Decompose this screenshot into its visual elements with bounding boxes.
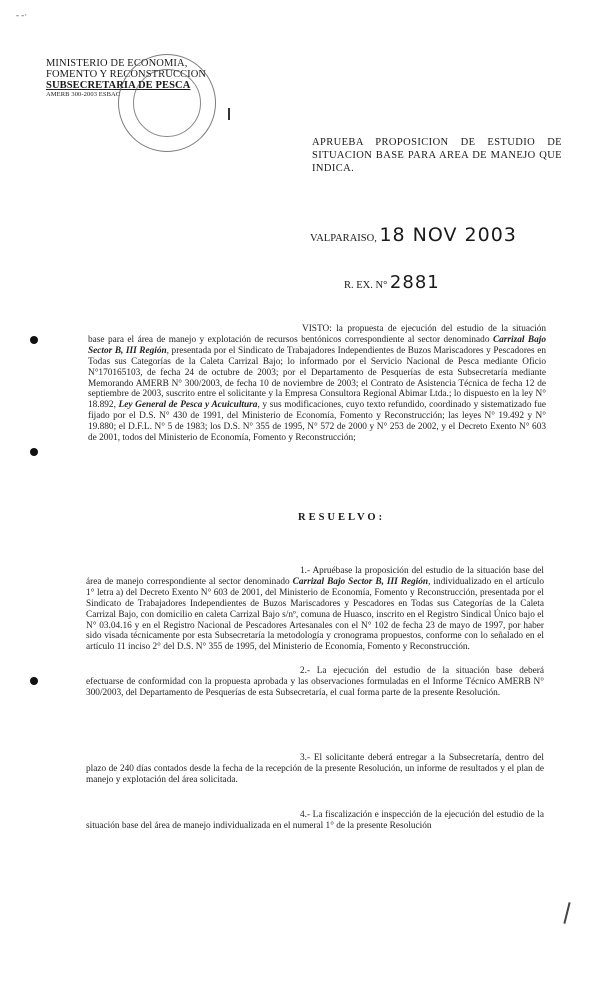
official-seal-stamp	[118, 54, 216, 152]
pen-tick-mark	[228, 108, 230, 120]
resuelvo-heading: RESUELVO:	[298, 512, 386, 523]
article-3: 3.- El solicitante deberá entregar a la Subsecretaría, dentro del plazo de 240 días contados desde la fecha de la recepción de la presente Resolución, un informe de resultados y el plan de manejo y explotación del área solicitada.	[86, 753, 544, 785]
reference-number: 2881	[389, 272, 440, 293]
article-1-text: , individualizado en el artículo 1° letra a) del Decreto Exento N° 603 de 2001, del Ministerio de Economía, Fomento y Reconstrucción, presentada por el Sindicato de Trabajadores Independientes de Buzos Mariscadores y Pescadores en Todas sus Categorías de la Caleta Carrizal Bajo, con domicilio en caleta Carrizal Bajo s/nº, comuna de Huasco, inscrito en el Registro Sindical Único bajo el N° 03.04.16 y en el Registro Nacional de Pescadores Artesanales con el N° 102 de fecha 23 de mayo de 1997, por haber sido visada técnicamente por esta Subsecretaría la metodología y cronograma propuestos, conforme con lo señalado en el artículo 11 inciso 2° del D.S. N° 355 de 1995, del Ministerio de Economía, Fomento y Reconstrucción.	[86, 576, 544, 653]
header-line-4: AMERB 300-2003 ESBAC	[46, 91, 121, 98]
article-1	[86, 566, 544, 653]
punch-hole-mark	[30, 448, 38, 456]
article-1-sector: Carrizal Bajo Sector B, III Región	[292, 576, 429, 587]
resolution-title: APRUEBA PROPOSICION DE ESTUDIO DE SITUACION BASE PARA AREA DE MANEJO QUE INDICA.	[312, 137, 562, 174]
header-line-3: SUBSECRETARIA DE PESCA	[46, 80, 191, 91]
punch-hole-mark	[30, 677, 38, 685]
visto-paragraph	[88, 324, 546, 444]
visto-sector: Carrizal Bajo Sector B, III Región	[88, 334, 546, 356]
visto-text: , presentada por el Sindicato de Trabajadores Independientes de Buzos Mariscadores y Pescadores en Todas sus Categorías de la Caleta Carrizal Bajo; lo informado por el Servicio Nacional de Pesca mediante Oficio N°170165103, de fecha 24 de octubre de 2003; por el Departamento de Pesquerías de esta Subsecretaría mediante Memorando AMERB N° 300/2003, de fecha 10 de noviembre de 2003; el Contrato de Asistencia Técnica de fecha 12 de septiembre de 2003, suscrito entre el solicitante y la Empresa Consultora Regional Abimar Ltda.; lo dispuesto en la ley N° 18.892,	[88, 345, 546, 411]
pen-slash-mark	[563, 902, 570, 924]
reference-label: R. EX. N°	[344, 280, 388, 291]
corner-marks: - -·	[16, 10, 28, 20]
punch-hole-mark	[30, 336, 38, 344]
date-line	[310, 224, 517, 246]
date-place: VALPARAISO,	[310, 233, 377, 244]
visto-law: Ley General de Pesca y Acuicultura	[118, 400, 258, 411]
article-1-text: 1.- Apruébase la proposición del estudio de la situación base del área de manejo correspondiente al sector denominado	[86, 566, 544, 587]
visto-text: , y sus modificaciones, cuyo texto refundido, coordinado y sistematizado fue fijado por el D.S. N° 430 de 1991, del Ministerio de Economía, Fomento y Reconstrucción; las leyes N° 19.492 y N° 19.880; el D.F.L. N° 5 de 1983; los D.S. N° 355 de 1995, N° 572 de 2000 y N° 253 de 2002, y el Decreto Exento N° 603 de 2001, todos del Ministerio de Economía, Fomento y Reconstrucción;	[88, 400, 546, 444]
article-2: 2.- La ejecución del estudio de la situación base deberá efectuarse de conformidad con la propuesta aprobada y las observaciones formuladas en el Informe Técnico AMERB N° 300/2003, del Departamento de Pesquerías de esta Subsecretaría, el cual forma parte de la presente Resolución.	[86, 666, 544, 698]
header-line-2: FOMENTO Y RECONSTRUCCION	[46, 69, 207, 80]
article-4: 4.- La fiscalización e inspección de la ejecución del estudio de la situación base del área de manejo individualizada en el numeral 1° de la presente Resolución	[86, 810, 544, 831]
visto-text: la propuesta de ejecución del estudio de la situación base para el área de manejo y explotación de recursos bentónicos correspondiente al sector denominado	[88, 324, 546, 345]
date-stamp: 18 NOV 2003	[379, 224, 517, 246]
header-line-1: MINISTERIO DE ECONOMIA,	[46, 58, 188, 69]
visto-lead: VISTO:	[302, 324, 332, 334]
reference-line	[344, 272, 440, 293]
